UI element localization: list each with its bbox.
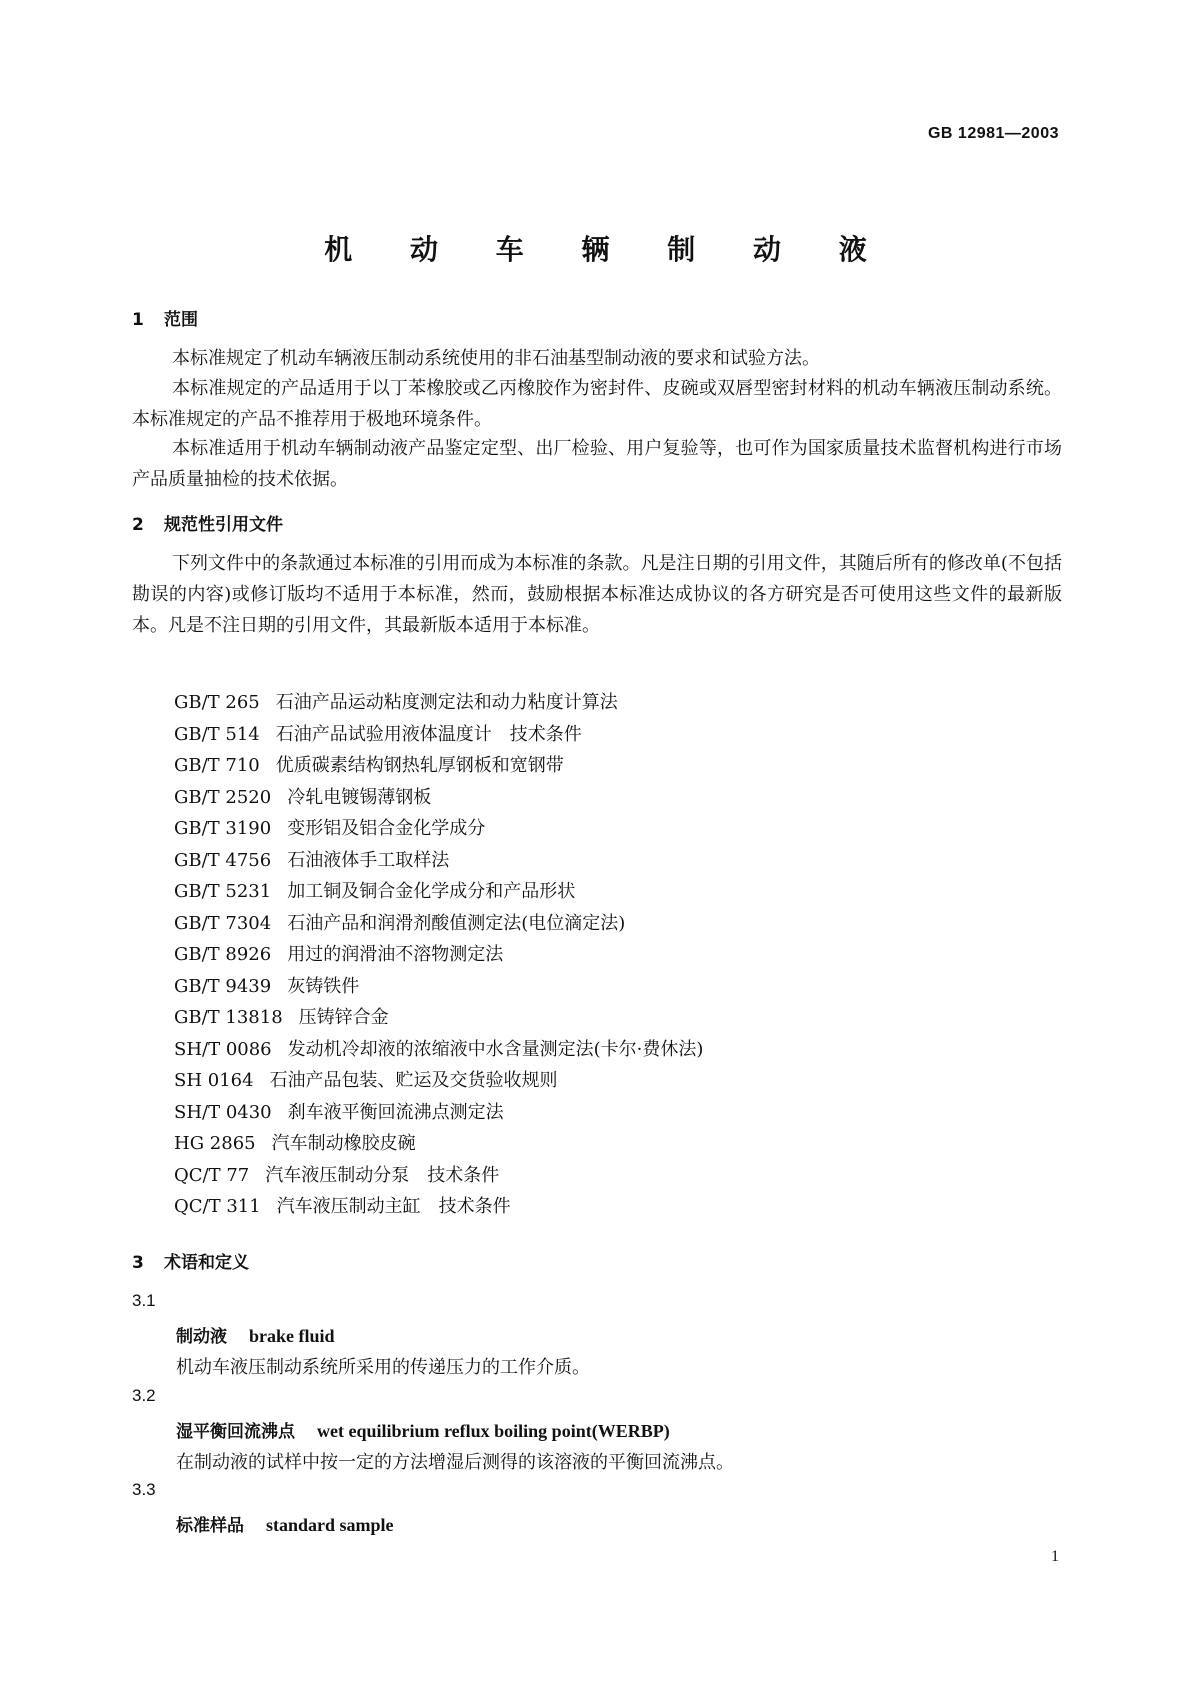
reference-item <box>174 971 703 1003</box>
reference-title: 石油产品和润滑剂酸值测定法(电位滴定法) <box>287 912 626 934</box>
reference-code: GB/T 13818 <box>174 1007 283 1028</box>
reference-item <box>174 1034 703 1066</box>
reference-title: 石油产品运动粘度测定法和动力粘度计算法 <box>275 692 618 713</box>
page-number: 1 <box>1051 1548 1059 1565</box>
reference-title: 冷轧电镀锡薄钢板 <box>287 786 432 808</box>
section-heading-normative-references <box>132 510 283 535</box>
reference-item <box>174 1191 703 1223</box>
reference-code: SH/T 0086 <box>174 1038 272 1060</box>
section-title: 规范性引用文件 <box>164 515 283 535</box>
reference-code: HG 2865 <box>174 1133 256 1154</box>
reference-title: 石油产品试验用液体温度计 技术条件 <box>275 723 582 745</box>
reference-title: 汽车制动橡胶皮碗 <box>271 1133 416 1154</box>
reference-item <box>174 1160 703 1192</box>
reference-code: GB/T 265 <box>174 692 260 713</box>
term-entry <box>176 1511 394 1536</box>
reference-list <box>174 687 703 1223</box>
reference-code: QC/T 77 <box>174 1164 250 1186</box>
reference-item <box>174 813 703 845</box>
scope-paragraph-1: 本标准规定了机动车辆液压制动系统使用的非石油基型制动液的要求和试验方法。 <box>172 348 820 369</box>
reference-code: QC/T 311 <box>174 1196 261 1217</box>
reference-title: 汽车液压制动分泵 技术条件 <box>265 1164 500 1186</box>
reference-code: SH 0164 <box>174 1070 254 1091</box>
reference-title: 汽车液压制动主缸 技术条件 <box>276 1196 511 1217</box>
reference-code: SH/T 0430 <box>174 1101 272 1123</box>
reference-item <box>174 750 703 782</box>
section-number: 3 <box>132 1253 144 1273</box>
reference-title: 压铸锌合金 <box>298 1007 389 1028</box>
reference-title: 加工铜及铜合金化学成分和产品形状 <box>287 881 576 902</box>
scope-paragraph-2: 本标准规定的产品适用于以丁苯橡胶或乙丙橡胶作为密封件、皮碗或双唇型密封材料的机动车辆液压制动系统。本标准规定的产品不推荐用于极地环境条件。 <box>132 378 1062 430</box>
reference-item <box>174 1002 703 1034</box>
term-entry <box>176 1417 670 1442</box>
reference-code: GB/T 8926 <box>174 944 272 965</box>
term-chinese: 湿平衡回流沸点 <box>176 1422 295 1442</box>
reference-item <box>174 1128 703 1160</box>
section-title: 术语和定义 <box>164 1253 249 1273</box>
reference-item <box>174 719 703 751</box>
term-english: standard sample <box>266 1515 394 1535</box>
document-title: 机 动 车 辆 制 动 液 <box>324 233 891 266</box>
reference-code: GB/T 5231 <box>174 881 272 902</box>
references-intro: 下列文件中的条款通过本标准的引用而成为本标准的条款。凡是注日期的引用文件，其随后所有的修改单(不包括勘误的内容)或修订版均不适用于本标准，然而，鼓励根据本标准达成协议的各方研究是否可使用这些文件的最新版本。凡是不注日期的引用文件，其最新版本适用于本标准。 <box>132 553 1062 636</box>
section-heading-terms <box>132 1248 249 1273</box>
section-title: 范围 <box>164 310 198 330</box>
term-english: wet equilibrium reflux boiling point(WERBP) <box>317 1421 670 1441</box>
reference-item <box>174 939 703 971</box>
reference-title: 石油液体手工取样法 <box>287 849 450 871</box>
term-chinese: 制动液 <box>176 1327 227 1347</box>
term-english: brake fluid <box>249 1326 335 1346</box>
reference-title: 灰铸铁件 <box>287 975 360 997</box>
reference-title: 用过的润滑油不溶物测定法 <box>287 944 504 965</box>
reference-item <box>174 876 703 908</box>
reference-title: 石油产品包装、贮运及交货验收规则 <box>269 1070 558 1091</box>
reference-code: GB/T 3190 <box>174 818 272 839</box>
section-number: 1 <box>132 310 144 330</box>
section-heading-scope <box>132 305 198 330</box>
reference-code: GB/T 4756 <box>174 849 272 871</box>
reference-item <box>174 687 703 719</box>
term-definition: 机动车液压制动系统所采用的传递压力的工作介质。 <box>176 1357 590 1378</box>
clause-number: 3.2 <box>132 1386 156 1405</box>
reference-code: GB/T 9439 <box>174 975 272 997</box>
reference-title: 优质碳素结构钢热轧厚钢板和宽钢带 <box>275 755 564 776</box>
scope-paragraph-3: 本标准适用于机动车辆制动液产品鉴定定型、出厂检验、用户复验等，也可作为国家质量技术监督机构进行市场产品质量抽检的技术依据。 <box>132 438 1062 490</box>
term-entry <box>176 1322 335 1347</box>
clause-number: 3.1 <box>132 1291 156 1310</box>
term-definition: 在制动液的试样中按一定的方法增湿后测得的该溶液的平衡回流沸点。 <box>176 1452 734 1473</box>
clause-number: 3.3 <box>132 1480 156 1499</box>
reference-title: 变形铝及铝合金化学成分 <box>287 818 486 839</box>
reference-code: GB/T 514 <box>174 723 260 745</box>
reference-title: 发动机冷却液的浓缩液中水含量测定法(卡尔·费休法) <box>287 1038 704 1060</box>
reference-title: 刹车液平衡回流沸点测定法 <box>287 1101 504 1123</box>
section-number: 2 <box>132 515 144 535</box>
reference-code: GB/T 2520 <box>174 786 272 808</box>
reference-item <box>174 1097 703 1129</box>
reference-item <box>174 845 703 877</box>
standard-code: GB 12981—2003 <box>927 125 1059 142</box>
reference-item <box>174 782 703 814</box>
reference-item <box>174 908 703 940</box>
reference-code: GB/T 710 <box>174 755 260 776</box>
term-chinese: 标准样品 <box>176 1516 244 1536</box>
reference-code: GB/T 7304 <box>174 912 272 934</box>
reference-item <box>174 1065 703 1097</box>
